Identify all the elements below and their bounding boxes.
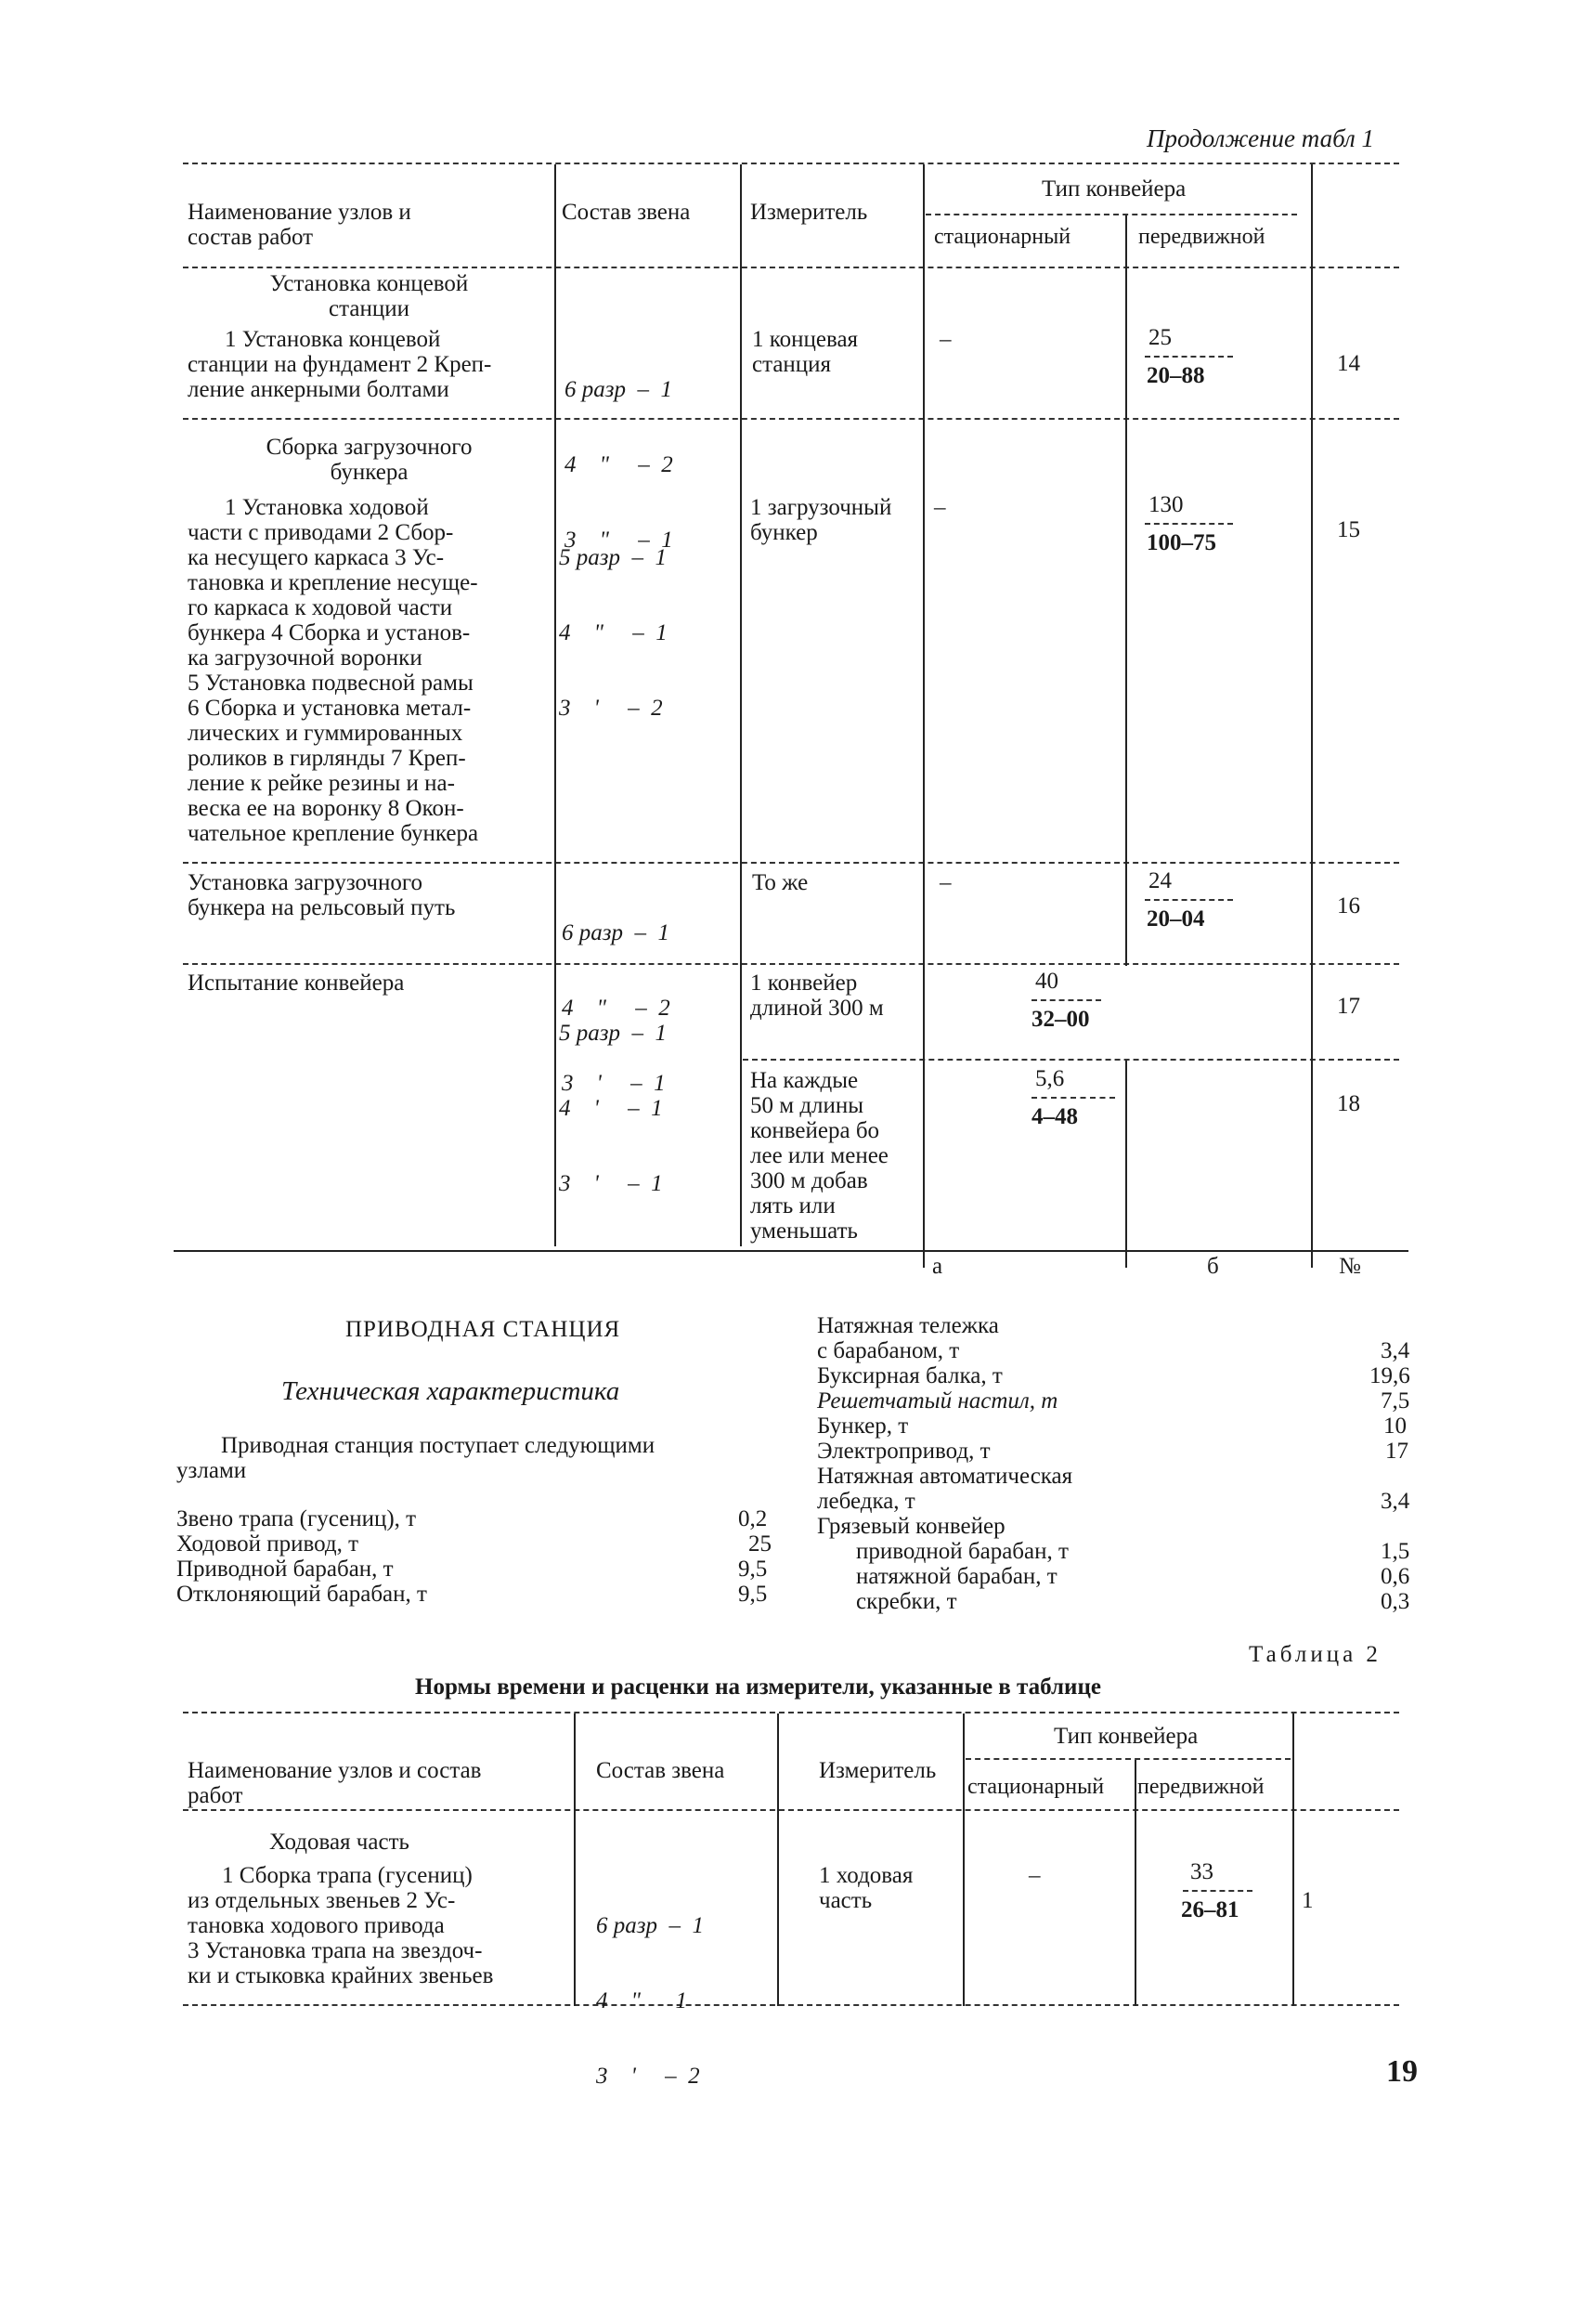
- t1-header-name: [188, 200, 411, 250]
- t2-row-mobile-fraction: [1177, 1859, 1270, 1922]
- crew-line: 4 ' – 1: [559, 1096, 663, 1121]
- crew-line: 4 " 1: [596, 1988, 687, 2013]
- fraction-bar: [1032, 999, 1101, 1001]
- measure-line: конвейера бо: [750, 1118, 880, 1143]
- row18-merged-fraction: [1026, 1066, 1128, 1129]
- work-line: станции на фундамент 2 Креп-: [188, 352, 492, 377]
- row16-work: [188, 870, 455, 920]
- norm-time: 130: [1148, 492, 1184, 517]
- drive-station-intro: [176, 1433, 655, 1483]
- fraction-bar: [1145, 523, 1233, 525]
- fraction-bar: [1145, 899, 1233, 901]
- row17-measure: [750, 971, 884, 1021]
- work-line: ление к рейке резины и на-: [188, 771, 455, 796]
- norm-time: 40: [1035, 969, 1058, 994]
- norm-time: 24: [1148, 868, 1172, 893]
- work-line: тановка ходового привода: [188, 1913, 445, 1938]
- spec-value: 3,4: [1381, 1338, 1410, 1363]
- t2-header-name-line: Наименование узлов и состав: [188, 1758, 482, 1783]
- row14-stationary: –: [940, 327, 952, 352]
- spec-value: 10: [1383, 1414, 1407, 1439]
- row15-mobile-fraction: [1137, 492, 1249, 555]
- t1-header-conveyor-type: Тип конвейера: [1042, 176, 1187, 202]
- t2-header-name-line: работ: [188, 1783, 243, 1808]
- rate: 32–00: [1032, 1007, 1090, 1032]
- spec-label: приводной барабан, т: [856, 1539, 1069, 1564]
- t1-header-crew: Состав звена: [562, 200, 691, 225]
- t2-header-stationary: стационарный: [967, 1775, 1105, 1799]
- work-line: Установка загрузочного: [188, 870, 422, 895]
- rate: 100–75: [1147, 530, 1216, 555]
- t1-footer-no: №: [1339, 1254, 1361, 1279]
- crew-line: 4 " – 1: [559, 620, 668, 645]
- t2-row-stationary: –: [1029, 1863, 1041, 1888]
- spec-value: 1,5: [1381, 1539, 1410, 1564]
- t1-header-name-line: Наименование узлов и: [188, 200, 411, 225]
- t1-header-mobile: передвижной: [1138, 225, 1265, 249]
- measure-line: станция: [752, 352, 832, 377]
- crew-line: 4 " – 2: [562, 996, 670, 1021]
- intro-line: Приводная станция поступает следующими: [221, 1433, 655, 1458]
- continuation-label: Продолжение табл 1: [1147, 124, 1375, 152]
- work-line: лических и гуммированных: [188, 721, 463, 746]
- work-line: ки и стыковка крайних звеньев: [188, 1963, 494, 1988]
- row17-work: Испытание конвейера: [188, 971, 405, 996]
- crew-line: 3 ' – 1: [559, 1171, 663, 1196]
- work-line: ление анкерными болтами: [188, 377, 449, 402]
- crew-line: 6 разр – 1: [564, 377, 673, 402]
- work-line: 3 Установка трапа на звездоч-: [188, 1938, 483, 1963]
- crew-line: 3 ' – 1: [562, 1071, 666, 1096]
- spec-label: Электропривод, т: [817, 1439, 991, 1464]
- work-line: 6 Сборка и установка метал-: [188, 696, 472, 721]
- row18-number: 18: [1337, 1091, 1360, 1116]
- row16-stationary: –: [940, 870, 952, 895]
- measure-line: лее или менее: [750, 1143, 889, 1168]
- crew-line: 3 ' – 2: [559, 696, 663, 721]
- measure-line: лять или: [750, 1193, 836, 1218]
- section-line: Сборка загрузочного: [266, 435, 473, 460]
- work-line: 1 Установка ходовой: [225, 495, 429, 520]
- crew-line: 6 разр – 1: [596, 1913, 705, 1938]
- work-line: ка загрузочной воронки: [188, 645, 422, 671]
- rate: 26–81: [1181, 1897, 1239, 1922]
- rate: 20–04: [1147, 906, 1205, 932]
- crew-line: 5 разр – 1: [559, 1021, 668, 1046]
- page-number: 19: [1386, 2054, 1418, 2089]
- measure-line: 1 концевая: [752, 327, 859, 352]
- spec-value: 25: [748, 1531, 772, 1557]
- measure-line: 1 загрузочный: [750, 495, 892, 520]
- measure-line: 1 конвейер: [750, 971, 858, 996]
- row14-work: [188, 327, 491, 402]
- spec-value: 0,2: [738, 1506, 768, 1531]
- spec-value: 0,6: [1381, 1564, 1410, 1589]
- work-line: чательное крепление бункера: [188, 821, 479, 846]
- measure-line: 50 м длины: [750, 1093, 864, 1118]
- section-line: бункера: [330, 460, 409, 485]
- norm-time: 33: [1190, 1859, 1213, 1884]
- spec-label: Отклоняющий барабан, т: [176, 1582, 427, 1607]
- row15-number: 15: [1337, 517, 1360, 542]
- measure-line: уменьшать: [750, 1218, 858, 1244]
- row14-measure: [752, 327, 858, 377]
- t1-header-name-line: состав работ: [188, 225, 314, 250]
- spec-label: скребки, т: [856, 1589, 957, 1614]
- measure-line: 1 ходовая: [819, 1863, 914, 1888]
- work-line: бункера на рельсовый путь: [188, 895, 456, 920]
- spec-label: лебедка, т: [817, 1489, 915, 1514]
- row17-crew: [559, 971, 667, 1246]
- work-line: 5 Установка подвесной рамы: [188, 671, 474, 696]
- intro-line: узлами: [176, 1458, 247, 1483]
- t2-row-work: [188, 1863, 493, 1988]
- spec-label: Звено трапа (гусениц), т: [176, 1506, 417, 1531]
- t2-row-number: 1: [1302, 1888, 1314, 1913]
- t1-footer-b: б: [1207, 1254, 1219, 1279]
- rate: 4–48: [1032, 1104, 1078, 1129]
- spec-value: 9,5: [738, 1582, 768, 1607]
- t1-footer-a: а: [932, 1254, 943, 1279]
- spec-value: 17: [1385, 1439, 1408, 1464]
- spec-value: 3,4: [1381, 1489, 1410, 1514]
- crew-line: 3 " – 1: [564, 528, 673, 553]
- section-line: станции: [329, 296, 409, 321]
- row16-number: 16: [1337, 893, 1360, 918]
- measure-line: бункер: [750, 520, 818, 545]
- work-line: 1 Сборка трапа (гусениц): [222, 1863, 473, 1888]
- measure-line: часть: [819, 1888, 873, 1913]
- row15-work: [188, 495, 478, 846]
- row15-stationary: –: [934, 495, 946, 520]
- spec-label: Решетчатый настил, т: [817, 1388, 1058, 1414]
- spec-value: 9,5: [738, 1557, 768, 1582]
- row15-crew: [559, 495, 668, 771]
- row18-measure: [750, 1068, 889, 1244]
- rate: 20–88: [1147, 363, 1205, 388]
- fraction-bar: [1145, 356, 1233, 358]
- work-line: веска ее на воронку 8 Окон-: [188, 796, 464, 821]
- section-line: Установка концевой: [269, 271, 469, 296]
- norm-time: 25: [1148, 325, 1172, 350]
- t1-header-stationary: стационарный: [934, 225, 1071, 249]
- t2-row-measure: [819, 1863, 913, 1913]
- row14-mobile-fraction: [1137, 325, 1239, 388]
- drive-station-subtitle: Техническая характеристика: [281, 1376, 620, 1406]
- row16-measure: То же: [752, 870, 809, 895]
- work-line: 1 Установка концевой: [225, 327, 441, 352]
- measure-line: 300 м добав: [750, 1168, 868, 1193]
- t2-header-name: [188, 1758, 481, 1808]
- spec-label: Грязевый конвейер: [817, 1514, 1006, 1539]
- spec-value: 7,5: [1381, 1388, 1410, 1414]
- measure-line: На каждые: [750, 1068, 859, 1093]
- t2-row-crew: [596, 1863, 704, 2139]
- t2-header-measure: Измеритель: [819, 1758, 937, 1783]
- row15-measure: [750, 495, 891, 545]
- row17-number: 17: [1337, 994, 1360, 1019]
- spec-label: Бункер, т: [817, 1414, 909, 1439]
- row14-section: [186, 271, 552, 321]
- t1-header-measure: Измеритель: [750, 200, 868, 225]
- work-line: роликов в гирлянды 7 Креп-: [188, 746, 466, 771]
- work-line: тановка и крепление несуще-: [188, 570, 478, 595]
- crew-line: 3 ' – 2: [596, 2064, 700, 2089]
- measure-line: длиной 300 м: [750, 996, 884, 1021]
- table2-title: Нормы времени и расценки на измерители, указанные в таблице: [415, 1674, 1101, 1700]
- work-line: части с приводами 2 Сбор-: [188, 520, 454, 545]
- crew-line: 4 " – 2: [564, 452, 673, 477]
- spec-label: Приводной барабан, т: [176, 1557, 394, 1582]
- row14-number: 14: [1337, 351, 1360, 376]
- row17-merged-fraction: [1026, 969, 1128, 1032]
- spec-value: 19,6: [1369, 1363, 1410, 1388]
- t2-row-section: Ходовая часть: [269, 1830, 409, 1855]
- table2-label: Таблица 2: [1249, 1642, 1382, 1667]
- fraction-bar: [1032, 1097, 1115, 1099]
- spec-label: с барабаном, т: [817, 1338, 960, 1363]
- t2-header-conveyor-type: Тип конвейера: [1054, 1724, 1199, 1749]
- row15-section: [186, 435, 552, 485]
- spec-label: Ходовой привод, т: [176, 1531, 359, 1557]
- crew-line: 5 разр – 1: [559, 545, 668, 570]
- work-line: бункера 4 Сборка и установ-: [188, 620, 471, 645]
- work-line: из отдельных звеньев 2 Ус-: [188, 1888, 456, 1913]
- t2-header-mobile: передвижной: [1137, 1775, 1265, 1799]
- spec-label: Буксирная балка, т: [817, 1363, 1003, 1388]
- fraction-bar: [1183, 1890, 1252, 1892]
- norm-time: 5,6: [1035, 1066, 1065, 1091]
- row16-mobile-fraction: [1137, 868, 1239, 932]
- work-line: ка несущего каркаса 3 Ус-: [188, 545, 445, 570]
- spec-label: Натяжная автоматическая: [817, 1464, 1073, 1489]
- spec-label: Натяжная тележка: [817, 1313, 999, 1338]
- spec-label: натяжной барабан, т: [856, 1564, 1058, 1589]
- drive-station-title: ПРИВОДНАЯ СТАНЦИЯ: [345, 1317, 621, 1342]
- crew-line: 6 разр – 1: [562, 920, 670, 945]
- work-line: го каркаса к ходовой части: [188, 595, 453, 620]
- spec-value: 0,3: [1381, 1589, 1410, 1614]
- t2-header-crew: Состав звена: [596, 1758, 725, 1783]
